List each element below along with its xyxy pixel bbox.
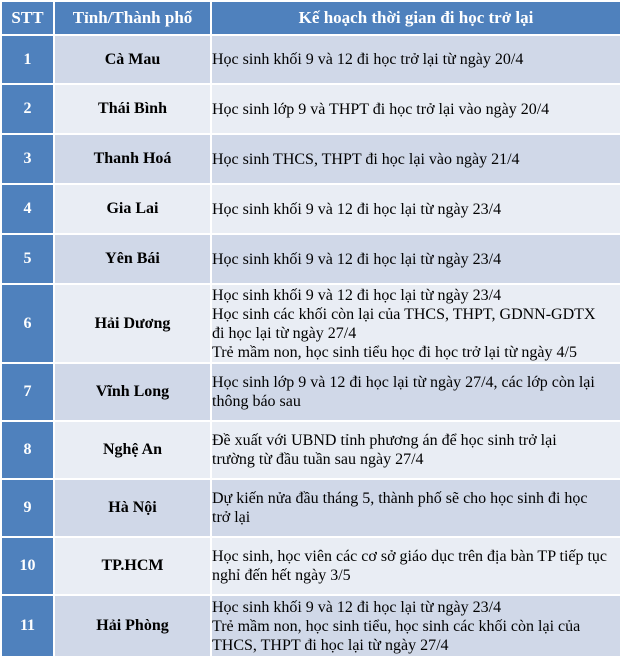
plan-line: Học sinh khối 9 và 12 đi học lại từ ngày 23/4 xyxy=(212,286,502,304)
plan-text xyxy=(212,185,620,233)
province-name: Yên Bái xyxy=(55,235,210,283)
header-province: Tỉnh/Thành phố xyxy=(55,2,210,34)
table-row xyxy=(2,85,620,133)
plan-text xyxy=(212,538,620,594)
table-row xyxy=(2,596,620,656)
row-number: 8 xyxy=(2,422,53,478)
table-row xyxy=(2,36,620,83)
plan-line: Học sinh các khối còn lại của THCS, THPT, GDNN-GDTX xyxy=(212,305,596,323)
plan-text xyxy=(212,364,620,420)
table-row xyxy=(2,422,620,478)
plan-line: đi học lại từ ngày 27/4 xyxy=(212,324,357,342)
province-name: Vĩnh Long xyxy=(55,364,210,420)
plan-line: Học sinh lớp 9 và 12 đi học lại từ ngày 27/4, các lớp còn lại xyxy=(212,374,595,391)
table-row xyxy=(2,285,620,362)
province-name: Cà Mau xyxy=(55,36,210,83)
plan-line: Trẻ mầm non, học sinh tiểu học đi học trở lại từ ngày 4/5 xyxy=(212,343,577,361)
province-name: Hải Dương xyxy=(55,285,210,362)
province-name: Thanh Hoá xyxy=(55,135,210,183)
plan-text xyxy=(212,422,620,478)
province-name: Thái Bình xyxy=(55,85,210,133)
plan-text xyxy=(212,85,620,133)
plan-text xyxy=(212,596,620,656)
row-number: 11 xyxy=(2,596,53,656)
plan-line: Học sinh khối 9 và 12 đi học lại từ ngày 23/4 xyxy=(212,250,502,268)
header-stt: STT xyxy=(2,2,53,34)
row-number: 7 xyxy=(2,364,53,420)
table-row xyxy=(2,538,620,594)
plan-line: Học sinh THCS, THPT đi học lại vào ngày 21/4 xyxy=(212,150,520,168)
row-number: 2 xyxy=(2,85,53,133)
plan-line: nghỉ đến hết ngày 3/5 xyxy=(212,567,351,584)
row-number: 10 xyxy=(2,538,53,594)
plan-text xyxy=(212,480,620,536)
plan-text xyxy=(212,235,620,283)
province-name: TP.HCM xyxy=(55,538,210,594)
table-row xyxy=(2,235,620,283)
table-header-row xyxy=(2,2,620,34)
plan-text xyxy=(212,36,620,83)
row-number: 4 xyxy=(2,185,53,233)
plan-text xyxy=(212,285,620,362)
plan-line: Học sinh khối 9 và 12 đi học lại từ ngày 23/4 xyxy=(212,598,502,616)
header-plan: Kế hoạch thời gian đi học trở lại xyxy=(212,2,620,34)
plan-line: Học sinh lớp 9 và THPT đi học trở lại vào ngày 20/4 xyxy=(212,100,550,118)
plan-line: Dự kiến nửa đầu tháng 5, thành phố sẽ cho học sinh đi học xyxy=(212,490,588,507)
row-number: 9 xyxy=(2,480,53,536)
province-name: Gia Lai xyxy=(55,185,210,233)
row-number: 6 xyxy=(2,285,53,362)
table-row xyxy=(2,364,620,420)
province-name: Hải Phòng xyxy=(55,596,210,656)
plan-line: trường từ đầu tuần sau ngày 27/4 xyxy=(212,451,424,468)
province-name: Nghệ An xyxy=(55,422,210,478)
plan-text xyxy=(212,135,620,183)
table-row xyxy=(2,185,620,233)
province-name: Hà Nội xyxy=(55,480,210,536)
row-number: 1 xyxy=(2,36,53,83)
table-row xyxy=(2,135,620,183)
plan-line: THCS, THPT đi học lại từ ngày 27/4 xyxy=(212,636,449,654)
plan-line: trở lại xyxy=(212,509,251,526)
plan-line: thông báo sau xyxy=(212,393,301,410)
plan-line: Học sinh, học viên các cơ sở giáo dục trên địa bàn TP tiếp tục xyxy=(212,548,608,565)
plan-line: Học sinh khối 9 và 12 đi học lại từ ngày 23/4 xyxy=(212,200,502,218)
plan-line: Học sinh khối 9 và 12 đi học trở lại từ ngày 20/4 xyxy=(212,51,524,68)
plan-line: Đề xuất với UBND tỉnh phương án để học sinh trở lại xyxy=(212,432,557,449)
row-number: 3 xyxy=(2,135,53,183)
row-number: 5 xyxy=(2,235,53,283)
table-row xyxy=(2,480,620,536)
plan-line: Trẻ mầm non, học sinh tiểu, học sinh các khối còn lại của xyxy=(212,617,581,635)
